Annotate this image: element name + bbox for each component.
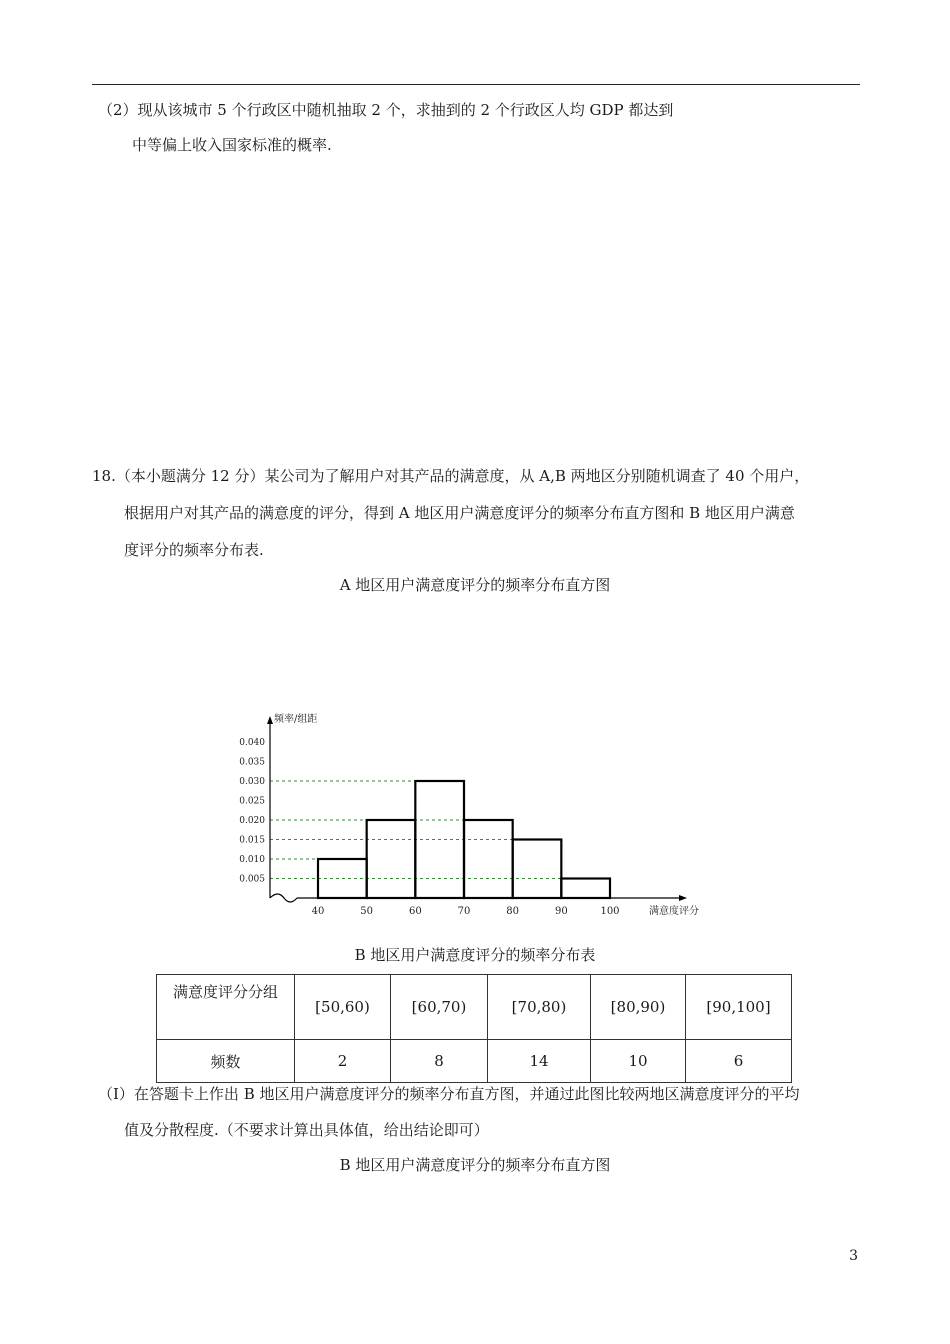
table-cell-count: 2	[295, 1040, 391, 1083]
x-tick-label: 50	[360, 906, 374, 917]
table-cell-group: [50,60)	[295, 975, 391, 1040]
table-cell-count: 10	[591, 1040, 686, 1083]
x-axis-arrow	[679, 895, 687, 901]
histogram-bar	[561, 879, 610, 899]
q18-line1: 18.（本小题满分 12 分）某公司为了解用户对其产品的满意度，从 A,B 两地区分别随机调查了 40 个用户，	[92, 467, 810, 485]
y-tick-label: 0.015	[239, 835, 265, 846]
table-header-counts: 频数	[157, 1040, 295, 1083]
q18-line2: 根据用户对其产品的满意度的评分，得到 A 地区用户满意度评分的频率分布直方图和 B 地区用户满意	[124, 504, 795, 522]
table-cell-group: [90,100]	[686, 975, 792, 1040]
y-tick-label: 0.005	[239, 874, 265, 885]
histogram-bar	[513, 840, 562, 899]
axis-break	[270, 894, 297, 902]
table-cell-count: 14	[488, 1040, 591, 1083]
histogram-a-title: A 地区用户满意度评分的频率分布直方图	[339, 576, 611, 594]
table-row-counts	[157, 1040, 792, 1083]
y-tick-label: 0.040	[239, 738, 265, 748]
y-tick-label: 0.030	[239, 777, 265, 787]
table-row-groups	[157, 975, 792, 1040]
histogram-a-chart	[225, 705, 725, 925]
x-tick-label: 70	[457, 906, 471, 917]
y-tick-label: 0.025	[239, 796, 265, 807]
table-b-title: B 地区用户满意度评分的频率分布表	[354, 946, 596, 964]
table-cell-count: 6	[686, 1040, 792, 1083]
x-tick-label: 100	[600, 906, 620, 917]
q17-part2-line1: （2）现从该城市 5 个行政区中随机抽取 2 个，求抽到的 2 个行政区人均 GDP 都达到	[98, 101, 674, 119]
table-cell-count: 8	[391, 1040, 488, 1083]
x-axis-label: 满意度评分	[649, 906, 699, 917]
table-cell-group: [60,70)	[391, 975, 488, 1040]
histogram-b-title: B 地区用户满意度评分的频率分布直方图	[339, 1156, 611, 1174]
page-number: 3	[849, 1248, 858, 1264]
q18-line3: 度评分的频率分布表.	[124, 541, 264, 559]
x-tick-label: 90	[554, 906, 568, 917]
y-tick-label: 0.035	[239, 757, 265, 768]
header-rule	[92, 84, 860, 85]
part1-line2: 值及分散程度.（不要求计算出具体值，给出结论即可）	[124, 1121, 489, 1139]
histogram-bar	[367, 820, 416, 898]
q17-part2-line2: 中等偏上收入国家标准的概率.	[132, 136, 332, 154]
y-axis-label: 频率/组距	[274, 714, 318, 725]
x-tick-label: 40	[311, 906, 325, 917]
table-cell-group: [80,90)	[591, 975, 686, 1040]
histogram-bar	[464, 820, 513, 898]
y-tick-label: 0.020	[239, 816, 265, 826]
frequency-table-b	[156, 974, 792, 1083]
x-tick-label: 80	[506, 906, 520, 917]
y-axis-arrow	[267, 716, 273, 724]
table-cell-group: [70,80)	[488, 975, 591, 1040]
x-tick-label: 60	[408, 906, 422, 917]
table-header-groups: 满意度评分分组	[157, 975, 295, 1040]
part1-line1: （I）在答题卡上作出 B 地区用户满意度评分的频率分布直方图，并通过此图比较两地区满意度评分的平均	[98, 1085, 800, 1103]
y-tick-label: 0.010	[239, 855, 265, 865]
